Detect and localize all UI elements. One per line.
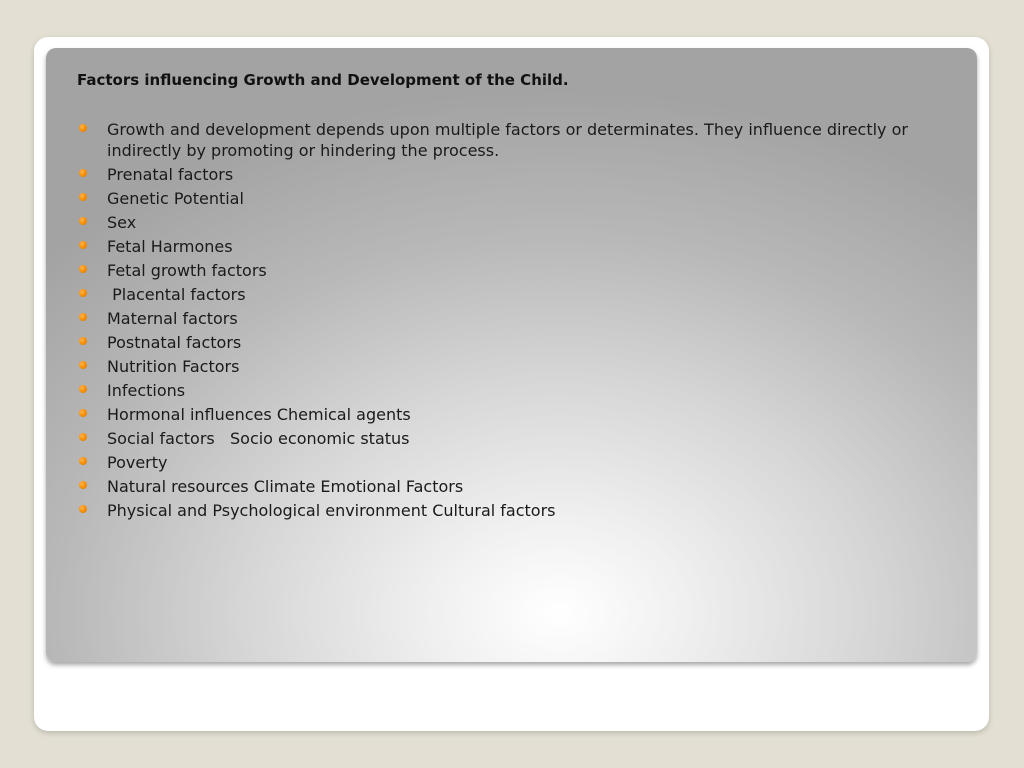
list-item — [76, 119, 926, 161]
list-item — [76, 476, 926, 497]
bullet-text: Fetal growth factors — [107, 261, 267, 280]
list-item — [76, 428, 926, 449]
bullet-dot-icon — [79, 241, 87, 249]
bullet-dot-icon — [79, 433, 87, 441]
bullet-dot-icon — [79, 361, 87, 369]
bullet-text: Fetal Harmones — [107, 237, 233, 256]
content-panel — [46, 48, 977, 662]
bullet-dot-icon — [79, 409, 87, 417]
bullet-text: Poverty — [107, 453, 168, 472]
bullet-dot-icon — [79, 385, 87, 393]
list-item — [76, 500, 926, 521]
list-item — [76, 260, 926, 281]
bullet-text: Maternal factors — [107, 309, 238, 328]
list-item — [76, 356, 926, 377]
bullet-text: Physical and Psychological environment Cultural factors — [107, 501, 556, 520]
bullet-dot-icon — [79, 289, 87, 297]
list-item — [76, 332, 926, 353]
bullet-text: Infections — [107, 381, 186, 400]
bullet-text: Nutrition Factors — [107, 357, 240, 376]
bullet-list — [76, 119, 926, 524]
bullet-text: Postnatal factors — [107, 333, 242, 352]
bullet-text: Natural resources Climate Emotional Factors — [107, 477, 464, 496]
bullet-text: Genetic Potential — [107, 189, 244, 208]
bullet-text: Growth and development depends upon multiple factors or determinates. They influence directly or indirectly by promoting or hindering the process. — [107, 120, 914, 160]
bullet-dot-icon — [79, 505, 87, 513]
bullet-dot-icon — [79, 481, 87, 489]
list-item — [76, 212, 926, 233]
slide-title: Factors influencing Growth and Development of the Child. — [77, 71, 569, 89]
bullet-dot-icon — [79, 313, 87, 321]
list-item — [76, 308, 926, 329]
bullet-text: Prenatal factors — [107, 165, 234, 184]
bullet-dot-icon — [79, 457, 87, 465]
bullet-text: Sex — [107, 213, 137, 232]
bullet-text: Hormonal influences Chemical agents — [107, 405, 411, 424]
list-item — [76, 404, 926, 425]
bullet-dot-icon — [79, 124, 87, 132]
list-item — [76, 452, 926, 473]
list-item — [76, 380, 926, 401]
list-item — [76, 236, 926, 257]
bullet-dot-icon — [79, 193, 87, 201]
bullet-dot-icon — [79, 169, 87, 177]
slide-frame — [34, 37, 989, 731]
bullet-dot-icon — [79, 337, 87, 345]
bullet-text: Placental factors — [107, 285, 246, 304]
list-item — [76, 164, 926, 185]
bullet-dot-icon — [79, 217, 87, 225]
bullet-text: Social factors Socio economic status — [107, 429, 410, 448]
list-item — [76, 284, 926, 305]
bullet-dot-icon — [79, 265, 87, 273]
list-item — [76, 188, 926, 209]
